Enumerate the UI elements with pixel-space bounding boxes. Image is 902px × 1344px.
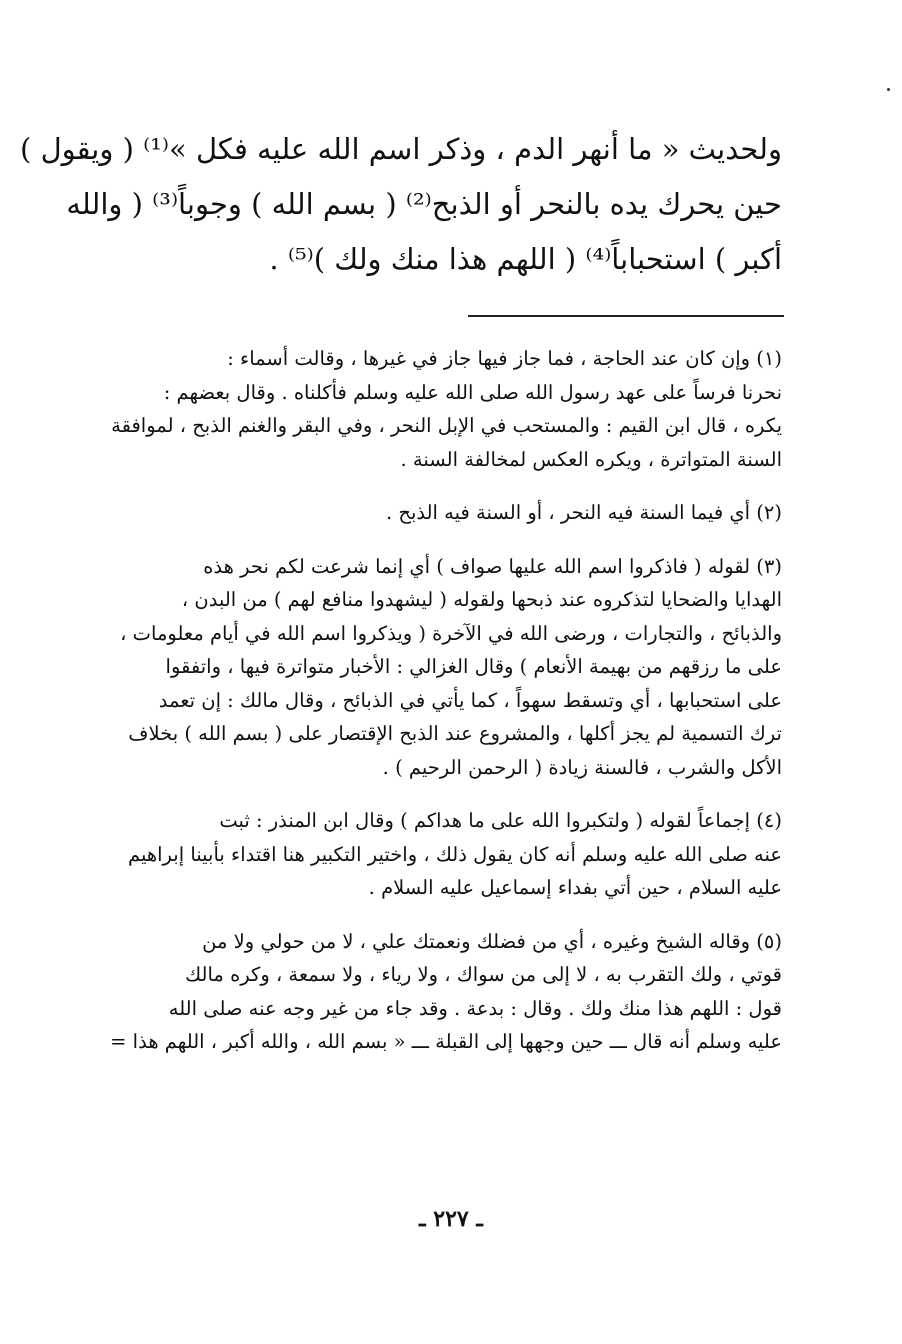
footnote-line: (٢) أي فيما السنة فيه النحر ، أو السنة فيه الذبح .	[385, 501, 782, 524]
footnotes	[52, 342, 782, 1079]
footnote-line: قوتي ، ولك التقرب به ، لا إلى من سواك ، ولا رياء ، ولا سمعة ، وكره مالك	[185, 963, 782, 986]
footnote-line: عليه وسلم أنه قال ـــ حين وجهها إلى القبلة ـــ « بسم الله ، والله أكبر ، اللهم هذا =	[110, 1030, 782, 1053]
footnote-line: (٣) لقوله ( فاذكروا اسم الله عليها صواف ) أي إنما شرعت لكم نحر هذه	[203, 554, 782, 578]
main-text	[20, 122, 782, 287]
footnote-line: (٤) إجماعاً لقوله ( ولتكبروا الله على ما هداكم ) وقال ابن المنذر : ثبت	[219, 809, 782, 832]
main-line: أكبر ) استحباباً⁽⁴⁾ ( اللهم هذا منك ولك )⁽⁵⁾ .	[269, 242, 782, 276]
page-number: ـ ٢٢٧ ـ	[419, 1206, 483, 1232]
footnote-line: نحرنا فرساً على عهد رسول الله صلى الله عليه وسلم فأكلناه . وقال بعضهم :	[163, 380, 782, 404]
footnote-3	[52, 550, 782, 785]
footnote-line: والذبائح ، والتجارات ، ورضى الله في الآخرة ( ويذكروا اسم الله في أيام معلومات ،	[120, 621, 782, 645]
footnote-line: الأكل والشرب ، فالسنة زيادة ( الرحمن الرحيم ) .	[382, 755, 782, 779]
footnote-1	[52, 342, 782, 476]
footnote-line: على استحبابها ، أي وتسقط سهواً ، كما يأتي في الذبائح ، وقال مالك : إن تعمد	[158, 688, 782, 712]
footnote-line: (٥) وقاله الشيخ وغيره ، أي من فضلك ونعمتك علي ، لا من حولي ولا من	[202, 929, 782, 953]
footnote-line: يكره ، قال ابن القيم : والمستحب في الإبل النحر ، وفي البقر والغنم الذبح ، لموافقة	[111, 414, 782, 437]
footnote-line: ترك التسمية لم يجز أكلها ، والمشروع عند الذبح الإقتصار على ( بسم الله ) بخلاف	[128, 722, 782, 745]
scan-speck	[887, 88, 890, 91]
footnote-line: على ما رزقهم من بهيمة الأنعام ) وقال الغزالي : الأخبار متواترة فيها ، واتفقوا	[165, 655, 782, 678]
main-line: ولحديث « ما أنهر الدم ، وذكر اسم الله عليه فكل »⁽¹⁾ ( ويقول )	[20, 132, 782, 166]
footnote-line: عليه السلام ، حين أتي بفداء إسماعيل عليه السلام .	[368, 876, 782, 899]
footnote-2	[52, 496, 782, 530]
footnote-5	[52, 925, 782, 1059]
main-line: حين يحرك يده بالنحر أو الذبح⁽²⁾ ( بسم الله ) وجوباً⁽³⁾ ( والله	[66, 187, 782, 221]
footnote-line: الهدايا والضحايا لتذكروه عند ذبحها ولقوله ( ليشهدوا منافع لهم ) من البدن ،	[181, 588, 782, 611]
footnote-line: السنة المتواترة ، ويكره العكس لمخالفة السنة .	[400, 447, 782, 471]
footnote-line: عنه صلى الله عليه وسلم أنه كان يقول ذلك ، واختير التكبير هنا اقتداء بأبينا إبراهيم	[127, 842, 782, 866]
footnote-separator	[468, 315, 784, 317]
footnote-line: قول : اللهم هذا منك ولك . وقال : بدعة . وقد جاء من غير وجه عنه صلى الله	[168, 996, 782, 1020]
footnote-4	[52, 804, 782, 905]
footnote-line: (١) وإن كان عند الحاجة ، فما جاز فيها جاز في غيرها ، وقالت أسماء :	[227, 347, 782, 370]
